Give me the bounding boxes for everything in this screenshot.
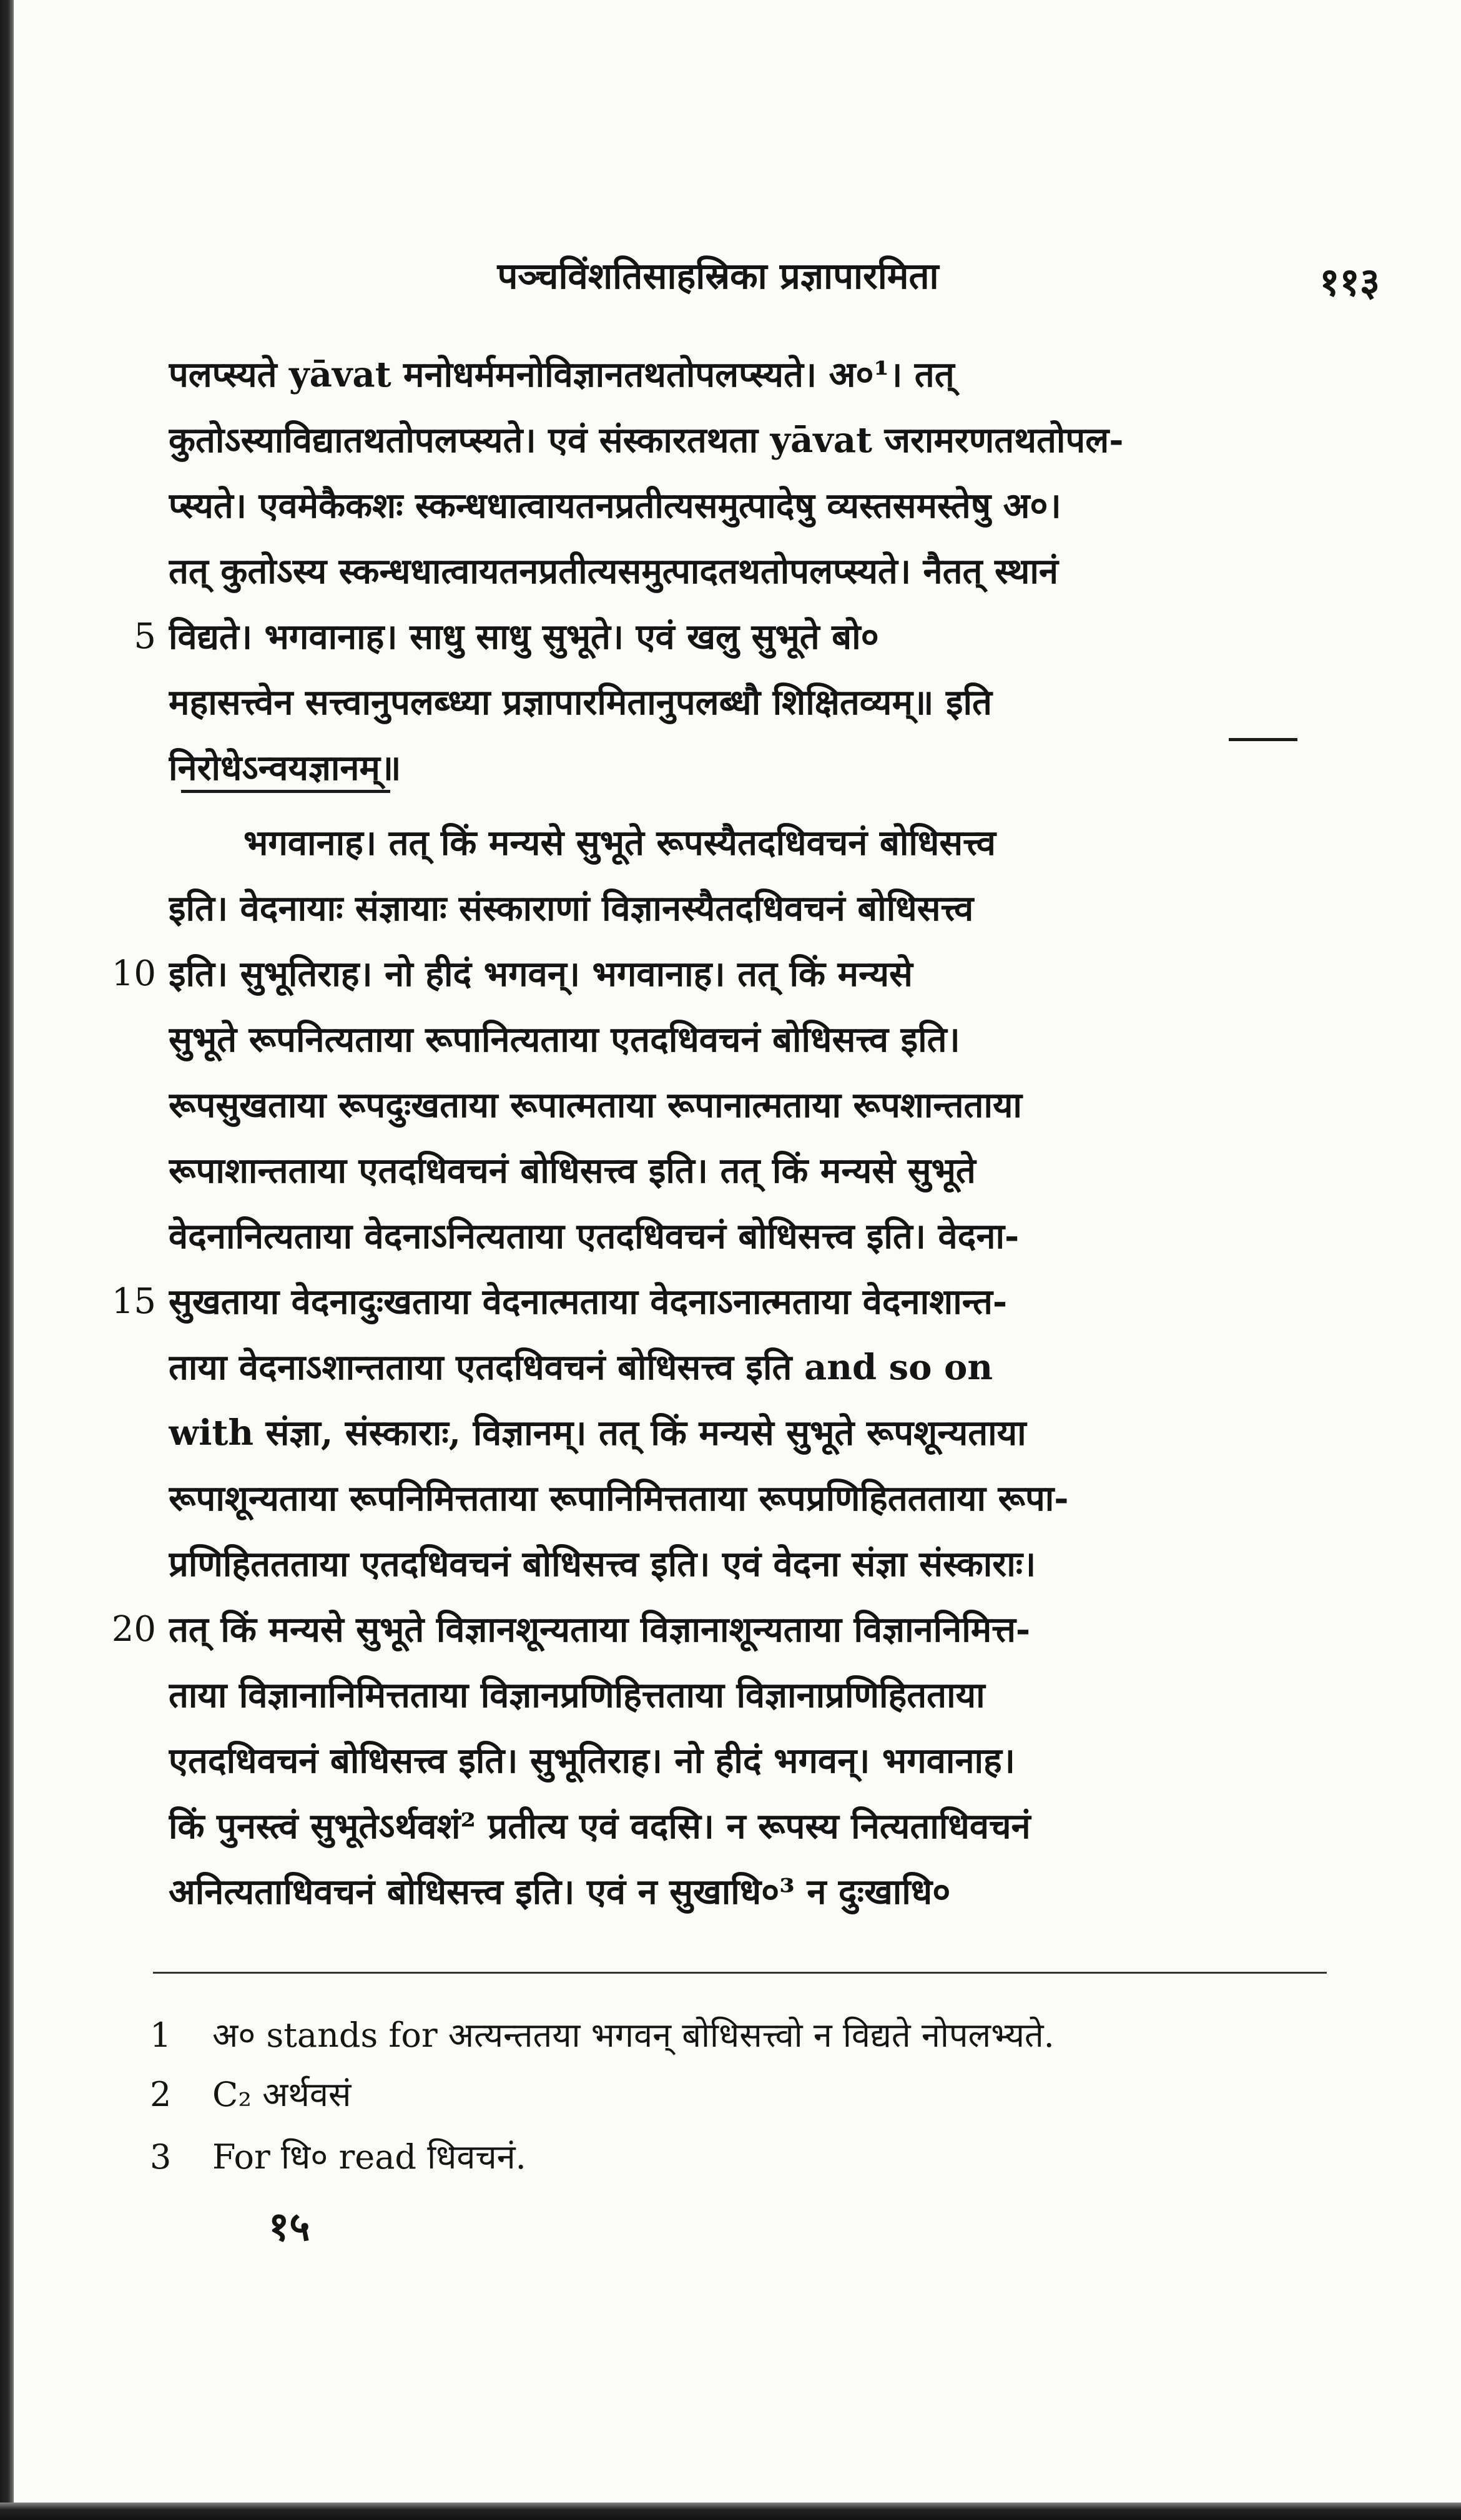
line-text: पलप्स्यते yāvat मनोधर्ममनोविज्ञानतथतोपलप्स्यते। अ०¹। तत् (169, 354, 955, 395)
footnote-2 (150, 2067, 1336, 2123)
line-text: सुभूते रूपनित्यताया रूपानित्यताया एतदधिवचनं बोधिसत्त्व इति। (169, 1019, 960, 1060)
line-text: रूपाशान्तताया एतदधिवचनं बोधिसत्त्व इति। तत् किं मन्यसे सुभूते (169, 1150, 976, 1191)
page-bottom-edge (0, 2503, 1461, 2520)
line-text: वेदनानित्यताया वेदनाऽनित्यताया एतदधिवचनं बोधिसत्त्व इति। वेदना- (169, 1216, 1020, 1257)
line-text: विद्यते। भगवानाह। साधु साधु सुभूते। एवं खलु सुभूते बो० (169, 616, 879, 657)
footnote-rule (153, 1972, 1327, 1974)
line-text: अनित्यताधिवचनं बोधिसत्त्व इति। एवं न सुखाधि०³ न दुःखाधि० (169, 1871, 951, 1912)
line-text: तत् किं मन्यसे सुभूते विज्ञानशून्यताया विज्ञानाशून्यताया विज्ञाननिमित्त- (169, 1609, 1031, 1650)
binding-shadow (0, 0, 14, 2520)
line-text: किं पुनस्त्वं सुभूतेऽर्थवशं² प्रतीत्य एवं वदसि। न रूपस्य नित्यताधिवचनं (169, 1806, 1031, 1847)
section-rule-right (1229, 738, 1297, 741)
line-text: सुखताया वेदनादुःखताया वेदनात्मताया वेदनाऽनात्मताया वेदनाशान्त- (169, 1281, 1008, 1322)
footnote-text: For धि० read धिवचनं. (212, 2137, 526, 2177)
footnote-1 (150, 2007, 1336, 2064)
line-text: निरोधेऽन्वयज्ञानम्॥ (169, 747, 401, 789)
line-text: एतदधिवचनं बोधिसत्त्व इति। सुभूतिराह। नो हीदं भगवन्। भगवानाह। (169, 1740, 1015, 1781)
section-rule (181, 790, 390, 793)
signature-mark: १५ (268, 2203, 310, 2250)
line-text: रूपसुखताया रूपदुःखताया रूपात्मताया रूपानात्मताया रूपशान्तताया (169, 1085, 1022, 1126)
line-text: प्स्यते। एवमेकैकशः स्कन्धधात्वायतनप्रतीत्यसमुत्पादेषु व्यस्तसमस्तेषु अ०। (169, 485, 1061, 526)
line-text: महासत्त्वेन सत्त्वानुपलब्ध्या प्रज्ञापारमितानुपलब्धौ शिक्षितव्यम्॥ इति (169, 682, 992, 723)
line-text: भगवानाह। तत् किं मन्यसे सुभूते रूपस्यैतदधिवचनं बोधिसत्त्व (244, 822, 996, 864)
line-text: तत् कुतोऽस्य स्कन्धधात्वायतनप्रतीत्यसमुत्पादतथतोपलप्स्यते। नैतत् स्थानं (169, 551, 1059, 592)
line-number: 15 (111, 1281, 156, 1322)
footnote-number: 1 (150, 2016, 172, 2055)
line-number: 20 (111, 1609, 156, 1650)
footnote-text: C₂ अर्थवसं (212, 2075, 352, 2114)
footnote-text: अ० stands for अत्यन्ततया भगवन् बोधिसत्त्वो न विद्यते नोपलभ्यते. (212, 2016, 1055, 2055)
footnote-3 (150, 2129, 1336, 2185)
line-text: ताया विज्ञानानिमित्तताया विज्ञानप्रणिहित्तताया विज्ञानाप्रणिहितताया (169, 1675, 985, 1716)
running-header: पञ्चविंशतिसाहस्रिका प्रज्ञापारमिता (497, 255, 939, 297)
line-text: रूपाशून्यताया रूपनिमित्तताया रूपानिमित्तताया रूपप्रणिहिततताया रूपा- (169, 1478, 1069, 1519)
line-text: with संज्ञा, संस्काराः, विज्ञानम्। तत् किं मन्यसे सुभूते रूपशून्यताया (169, 1412, 1026, 1454)
line-text: प्रणिहिततताया एतदधिवचनं बोधिसत्त्व इति। एवं वेदना संज्ञा संस्काराः। (169, 1543, 1036, 1585)
line-text: ताया वेदनाऽशान्तताया एतदधिवचनं बोधिसत्त्व इति and so on (169, 1347, 993, 1388)
line-number: 5 (134, 616, 156, 657)
line-text: कुतोऽस्याविद्यातथतोपलप्स्यते। एवं संस्कारतथता yāvat जरामरणतथतोपल- (169, 420, 1124, 461)
line-text: इति। वेदनायाः संज्ञायाः संस्काराणां विज्ञानस्यैतदधिवचनं बोधिसत्त्व (169, 888, 974, 929)
page-number: ११३ (1319, 259, 1380, 305)
footnote-number: 2 (150, 2075, 172, 2114)
footnote-number: 3 (150, 2137, 172, 2177)
line-number: 10 (111, 953, 156, 994)
line-text: इति। सुभूतिराह। नो हीदं भगवन्। भगवानाह। तत् किं मन्यसे (169, 953, 913, 995)
